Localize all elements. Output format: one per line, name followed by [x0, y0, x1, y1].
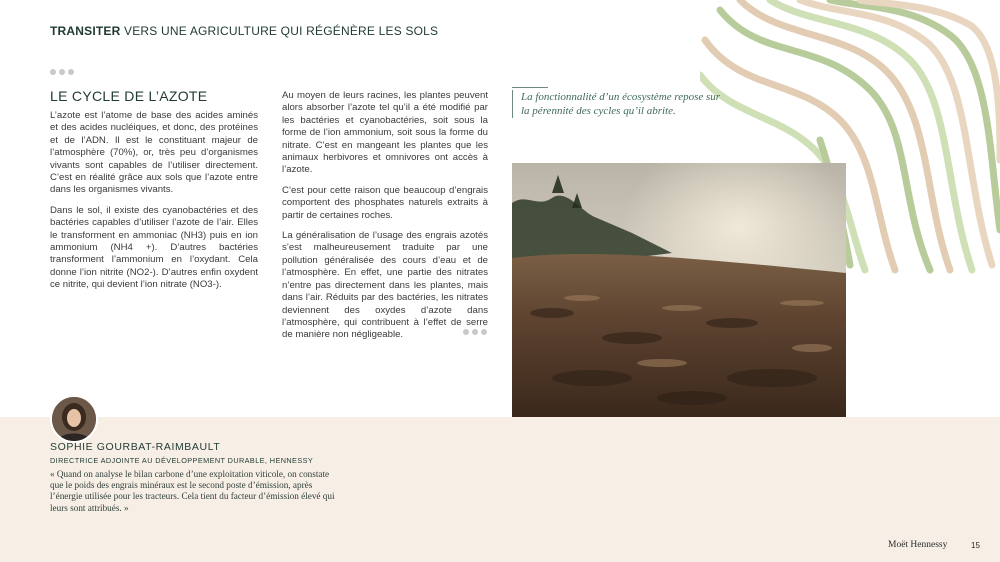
column-left: [50, 110, 258, 300]
col2-paragraph-2: C’est pour cette raison que beaucoup d’engrais comportent des phosphates naturels extraits à partir de certaines roches.: [282, 184, 488, 221]
dot: [472, 329, 478, 335]
header-rest: VERS UNE AGRICULTURE QUI RÉGÉNÈRE LES SOLS: [120, 24, 439, 38]
column-middle: [282, 90, 488, 350]
dot: [68, 69, 74, 75]
dot: [59, 69, 65, 75]
soil-image-icon: [512, 163, 846, 417]
person-name: SOPHIE GOURBAT-RAIMBAULT: [50, 441, 221, 453]
dots-ornament-bottom: [463, 329, 487, 335]
col2-paragraph-1: Au moyen de leurs racines, les plantes peuvent alors absorber l’azote tel qu’il a été modifié par les bactéries et cyanobactéries, soit sous la forme de l’ion ammonium, soit sous la forme du nitrate. C’est en mangeant les plantes que les animaux herbivores et omnivores ont accès à l’azote.: [282, 90, 488, 176]
pull-quote: [512, 90, 721, 118]
dot: [463, 329, 469, 335]
page-number: 15: [971, 541, 980, 550]
col1-paragraph-2: Dans le sol, il existe des cyanobactéries et des bactéries capables d’utiliser l’azote de l’air. Elles le transforment en ammoniac (NH3) puis en ion ammonium (NH4 +). D’autres bactéries transforment l’ammonium en l’oxydant. Cela donne l’ion nitrite (NO2-). D’autres enfin oxydent ce nitrite, qui devient l’ion nitrate (NO3-).: [50, 204, 258, 291]
dots-ornament-top: [50, 69, 74, 75]
header-strong: TRANSITER: [50, 24, 121, 38]
person-avatar-icon: [52, 397, 96, 441]
brand-logo: Moët Hennessy: [888, 540, 948, 550]
pull-quote-text: La fonctionnalité d’un écosystème repose sur la pérennité des cycles qu’il abrite.: [521, 91, 721, 117]
pull-quote-rule: [512, 87, 548, 88]
col1-paragraph-1: L’azote est l’atome de base des acides aminés et des acides nucléiques, et donc, des protéines et de l’ADN. Il est le constituant majeur de l’atmosphère (70%), or, très peu d’organismes vivants sont capables de l’utiliser directement. C’est en réalité grâce aux sols que l’azote entre dans les organismes vivants.: [50, 110, 258, 196]
person-quote: « Quand on analyse le bilan carbone d’une exploitation viticole, on constate que le poids des engrais minéraux est le second poste d’émission, après l’énergie utilisée pour les tracteurs. Cela tient du facteur d’émission élevé qui leurs sont attribués. »: [50, 469, 335, 513]
dot: [50, 69, 56, 75]
soil-photo: [512, 163, 846, 417]
page-header: [50, 24, 438, 38]
section-title: LE CYCLE DE L’AZOTE: [50, 88, 208, 104]
person-role: DIRECTRICE ADJOINTE AU DÉVELOPPEMENT DURABLE, HENNESSY: [50, 456, 314, 465]
dot: [481, 329, 487, 335]
col2-paragraph-3: La généralisation de l’usage des engrais azotés s’est malheureusement traduite par une pollution généralisée des cours d’eau et de l’atmosphère. En effet, une partie des nitrates n’entre pas directement dans les plantes, mais dans l’air. Réduits par des bactéries, les nitrates deviennent des oxydes d’azote dans l’atmosphère, qui contribuent à l’effet de serre de manière non négligeable.: [282, 230, 488, 341]
avatar: [50, 395, 98, 443]
